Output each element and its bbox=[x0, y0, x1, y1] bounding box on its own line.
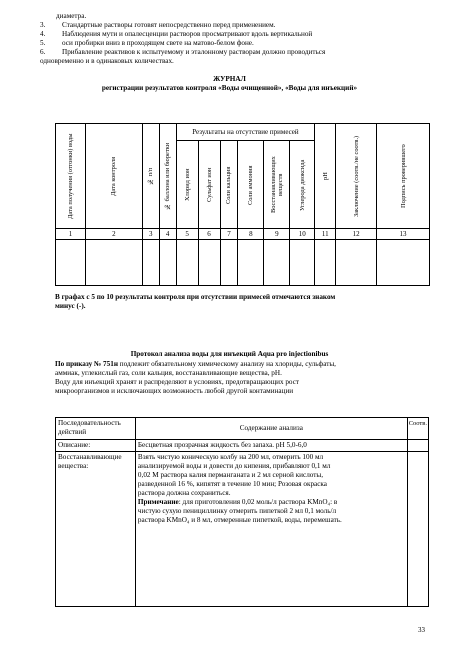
protocol-order: По приказу № 751н подлежит обязательному химическому анализу на хлориды, сульфаты, bbox=[55, 360, 336, 368]
col-number: 1 bbox=[56, 229, 86, 240]
col-header-content: Содержание анализа bbox=[135, 418, 407, 440]
col-header: Дата получения (отгонки) воды bbox=[56, 124, 86, 229]
journal-table bbox=[55, 123, 430, 286]
protocol-line: микроорганизмов и исключающих возможность любой другой контаминации bbox=[55, 387, 294, 395]
col-header: Сульфат ион bbox=[198, 141, 220, 229]
col-number: 11 bbox=[315, 229, 336, 240]
list-item-number: 3. bbox=[40, 21, 46, 29]
journal-note: В графах с 5 по 10 результаты контроля при отсутствии примесей отмечаются знаком bbox=[55, 293, 336, 301]
col-header-compliance: Соотв. bbox=[407, 418, 428, 440]
protocol-table bbox=[55, 417, 429, 607]
col-number: 6 bbox=[198, 229, 220, 240]
col-number: 2 bbox=[85, 229, 142, 240]
col-header: № п/п bbox=[142, 124, 159, 229]
col-header: Восстанавливающих веществ bbox=[264, 141, 290, 229]
intro-line: диаметра. bbox=[56, 12, 87, 20]
col-number: 4 bbox=[159, 229, 176, 240]
list-item: оси пробирки вниз в проходящем свете на матово-белом фоне. bbox=[62, 39, 254, 47]
group-header: Результаты на отсутствие примесей bbox=[176, 124, 315, 141]
col-number: 7 bbox=[220, 229, 238, 240]
col-header: Подпись проверившего bbox=[377, 124, 430, 229]
reducing-substances-label: Восстанавливающие вещества: bbox=[56, 452, 136, 607]
col-header: Соли аммония bbox=[238, 141, 264, 229]
col-header: № баллона или бюретки bbox=[159, 124, 176, 229]
list-item: Стандартные растворы готовят непосредственно перед применением. bbox=[62, 21, 276, 29]
col-header: Соли кальция bbox=[220, 141, 238, 229]
protocol-line: Воду для инъекций хранят и распределяют в условиях, предотвращающих рост bbox=[55, 378, 300, 386]
reducing-substances-text: Взять чистую коническую колбу на 200 мл, отмерить 100 мл анализируемой воды и довести до кипения, прибавляют 0,1 мл 0,02 М раствора калия перманганата и 2 мл серной кислоты, разведенной 16 %, кипятят в течение 10 мин; Розовая окраска раствора должна сохраниться. Примечание: для приготовления 0,02 моль/л раствора KMnO₄: в чистую сухую пенициллинку отмерить пипеткой 2 мл 0,1 моль/л раствора KMnO₄ и 8 мл, отмеренные пипеткой, воды, перемешать. bbox=[135, 452, 407, 607]
list-item-number: 5. bbox=[40, 39, 46, 47]
description-text: Бесцветная прозрачная жидкость без запаха. pH 5,0-6,0 bbox=[135, 440, 407, 452]
page-number: 33 bbox=[418, 626, 425, 634]
journal-note: минус (-). bbox=[55, 302, 86, 310]
col-number: 10 bbox=[290, 229, 315, 240]
list-item: Наблюдения мути и опалесценции растворов просматривают вдоль вертикальной bbox=[62, 30, 313, 38]
col-number: 8 bbox=[238, 229, 264, 240]
col-number: 9 bbox=[264, 229, 290, 240]
protocol-line: аммиак, углекислый газ, соли кальция, восстанавливающие вещества, pH. bbox=[55, 369, 282, 377]
list-item-number: 4. bbox=[40, 30, 46, 38]
col-header: pH bbox=[315, 124, 336, 229]
col-number: 12 bbox=[336, 229, 377, 240]
protocol-title: Протокол анализа воды для инъекций Aqua pro injectionibus bbox=[130, 350, 329, 358]
list-item-number: 6. bbox=[40, 48, 46, 56]
col-header: Углерода диоксида bbox=[290, 141, 315, 229]
col-number: 3 bbox=[142, 229, 159, 240]
journal-title: ЖУРНАЛ bbox=[213, 75, 246, 83]
col-header: Заключение (соотв./не соотв.) bbox=[336, 124, 377, 229]
col-header: Дата контроля bbox=[85, 124, 142, 229]
col-header-actions: Последовательность действий bbox=[56, 418, 136, 440]
table-row-empty bbox=[56, 240, 430, 286]
col-number: 13 bbox=[377, 229, 430, 240]
description-label: Описание: bbox=[56, 440, 136, 452]
list-item: Прибавление реактивов к испытуемому и эталонному растворам должно проводиться bbox=[62, 48, 326, 56]
col-number: 5 bbox=[176, 229, 198, 240]
journal-subtitle: регистрации результатов контроля «Воды очищенной», «Воды для инъекций» bbox=[101, 84, 358, 92]
col-header: Хлорид ион bbox=[176, 141, 198, 229]
list-item-continuation: одновременно и в одинаковых количествах. bbox=[40, 57, 174, 65]
